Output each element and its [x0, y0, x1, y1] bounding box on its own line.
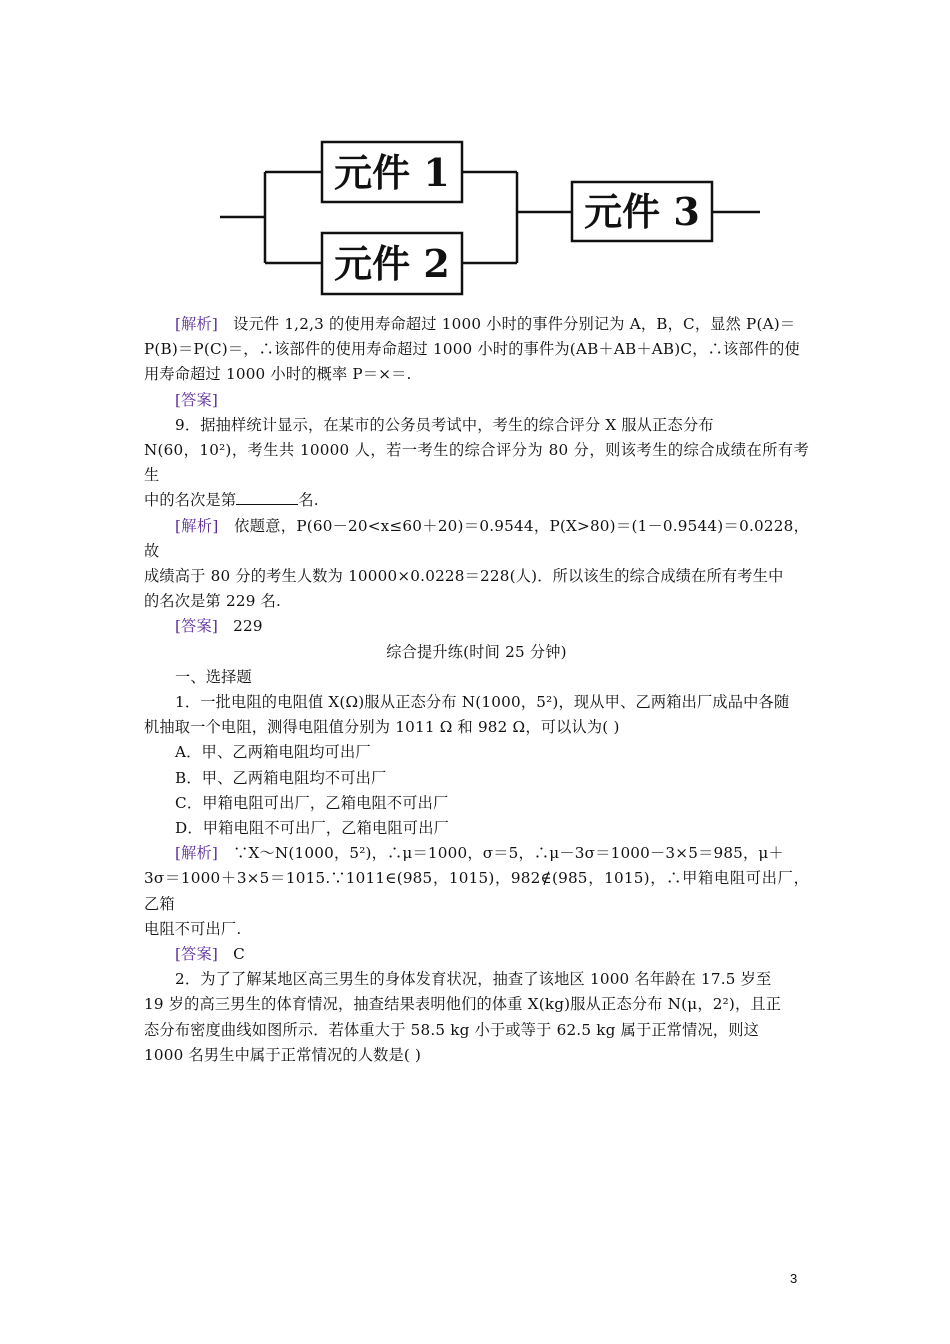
question-content: [144, 312, 809, 1068]
q9-stem-line3: 中的名次是第 名.: [144, 491, 319, 510]
q2-stem-line3: 态分布密度曲线如图所示．若体重大于 58.5 kg 小于或等于 62.5 kg 属于正常情况，则这: [144, 1020, 760, 1039]
section-title: 综合提升练(时间 25 分钟): [386, 642, 567, 661]
q1-analysis-line3: 电阻不可出厂.: [144, 919, 242, 938]
q9-answer: [144, 614, 809, 639]
analysis-tag: [解析]: [175, 844, 219, 863]
q1-analysis-line2: 3σ＝1000＋3×5＝1015.∵1011∈(985，1015)，982∉(985，1015)，∴甲箱电阻可出厂，乙箱: [144, 869, 809, 913]
q9-stem-line2: N(60，10²)，考生共 10000 人，若一考生的综合评分为 80 分，则该考生的综合成绩在所有考生: [144, 441, 809, 485]
q2-stem-line2: 19 岁的高三男生的体育情况，抽查结果表明他们的体重 X(kg)服从正态分布 N(μ，2²)，且正: [144, 995, 782, 1014]
answer-tag: [答案]: [175, 617, 219, 636]
q2-stem-line1: 2．为了了解某地区高三男生的身体发育状况，抽查了该地区 1000 名年龄在 17.5 岁至: [175, 970, 772, 989]
circuit-diagram: [0, 0, 950, 310]
q1-option-c: C．甲箱电阻可出厂，乙箱电阻不可出厂: [175, 793, 449, 812]
q2-stem-line4: 1000 名男生中属于正常情况的人数是( ): [144, 1045, 422, 1064]
answer-tag: [答案]: [175, 390, 219, 409]
q1-stem-line1: 1．一批电阻的电阻值 X(Ω)服从正态分布 N(1000，5²)，现从甲、乙两箱出厂成品中各随: [175, 693, 790, 712]
q1-option-b: B．甲、乙两箱电阻均不可出厂: [175, 768, 387, 787]
page-number: 3: [790, 1271, 798, 1286]
answer-tag: [答案]: [175, 945, 219, 964]
analysis-tag: [解析]: [175, 516, 219, 535]
q1-stem-line2: 机抽取一个电阻，测得电阻值分别为 1011 Ω 和 982 Ω，可以认为( ): [144, 718, 620, 737]
q1-analysis-line1: [解析] ∵X～N(1000，5²)，∴μ＝1000，σ＝5，∴μ－3σ＝1000－3×5＝985，μ＋: [175, 844, 784, 863]
q9-analysis-line3: 的名次是第 229 名.: [144, 592, 281, 611]
q8-analysis-line2: P(B)＝P(C)＝，∴该部件的使用寿命超过 1000 小时的事件为(AB＋AB＋AB)C，∴该部件的使: [144, 340, 800, 359]
component-2-label: 元件 2: [334, 241, 450, 286]
q9-stem-line1: 9．据抽样统计显示，在某市的公务员考试中，考生的综合评分 X 服从正态分布: [175, 415, 714, 434]
q1-answer: [144, 942, 809, 967]
q9-analysis-line2: 成绩高于 80 分的考生人数为 10000×0.0228＝228(人)．所以该生的综合成绩在所有考生中: [144, 567, 784, 586]
q1-option-d: D．甲箱电阻不可出厂，乙箱电阻可出厂: [175, 819, 449, 838]
answer-value: 229: [233, 617, 263, 636]
analysis-tag: [解析]: [175, 315, 219, 333]
q1-option-a: A．甲、乙两箱电阻均可出厂: [175, 743, 371, 762]
q9-analysis-line1: [解析] 依题意，P(60－20<x≤60＋20)＝0.9544，P(X>80)＝(1－0.9544)＝0.0228，故: [144, 516, 809, 560]
component-3-label: 元件 3: [584, 189, 700, 234]
q8-analysis-line3: 用寿命超过 1000 小时的概率 P＝×＝.: [144, 365, 412, 384]
answer-blank: [236, 490, 298, 505]
q8-analysis-line1: [解析] 设元件 1,2,3 的使用寿命超过 1000 小时的事件分别记为 A，B，C，显然 P(A)＝: [175, 315, 796, 333]
section-subtitle: 一、选择题: [175, 667, 252, 686]
answer-value: C: [233, 945, 245, 964]
component-1-label: 元件 1: [334, 150, 450, 195]
q8-answer: [144, 388, 809, 413]
